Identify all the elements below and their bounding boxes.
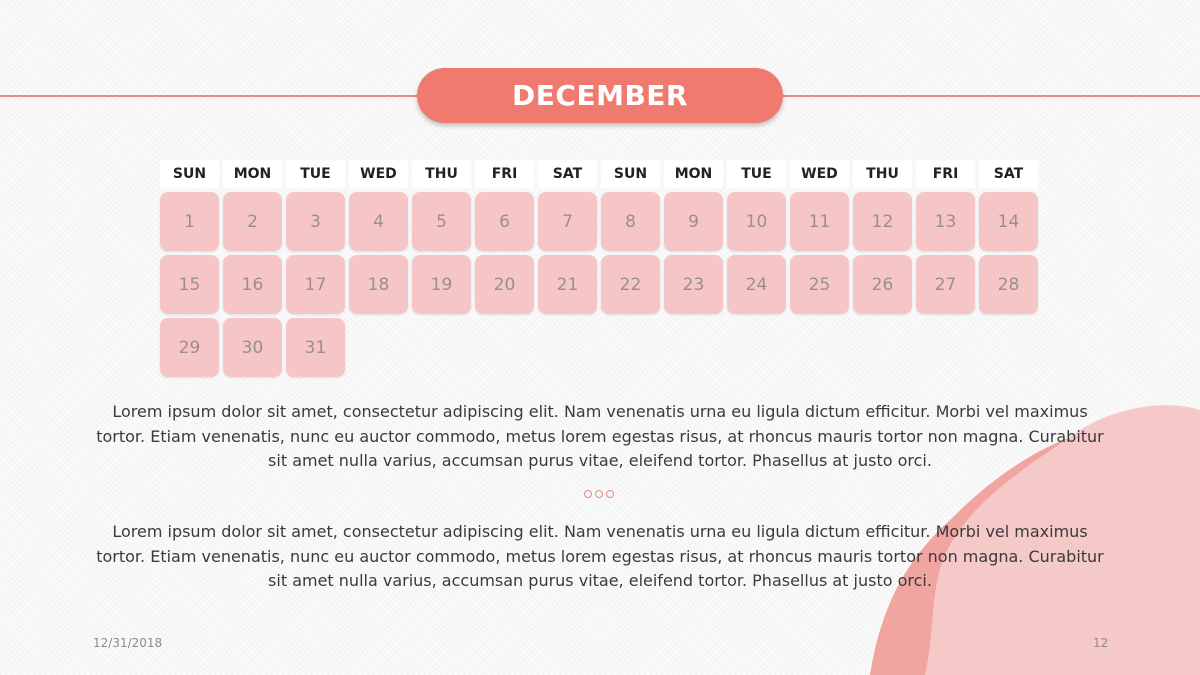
- day-cell: 1: [160, 192, 219, 251]
- weekday-header: TUE: [727, 160, 786, 188]
- weekday-header: FRI: [916, 160, 975, 188]
- day-cell: 27: [916, 255, 975, 314]
- weekday-header: MON: [223, 160, 282, 188]
- day-cell: 13: [916, 192, 975, 251]
- slide-number: 12: [1093, 636, 1109, 650]
- weekday-header: TUE: [286, 160, 345, 188]
- month-title: DECEMBER: [417, 68, 783, 123]
- day-cell: 22: [601, 255, 660, 314]
- day-cell: 28: [979, 255, 1038, 314]
- calendar: [160, 160, 1040, 377]
- day-cell: 30: [223, 318, 282, 377]
- weekday-header: THU: [412, 160, 471, 188]
- day-cell: 8: [601, 192, 660, 251]
- weekday-header-row: [160, 160, 1040, 188]
- weekday-header: WED: [790, 160, 849, 188]
- day-cell: 25: [790, 255, 849, 314]
- header-rule-right: [780, 95, 1200, 97]
- divider-dot: [595, 490, 603, 498]
- day-cell: 29: [160, 318, 219, 377]
- day-cell: 12: [853, 192, 912, 251]
- weekday-header: THU: [853, 160, 912, 188]
- day-cell: 21: [538, 255, 597, 314]
- day-cell: 24: [727, 255, 786, 314]
- day-cell: 17: [286, 255, 345, 314]
- day-cell: 18: [349, 255, 408, 314]
- footer-date: 12/31/2018: [93, 636, 163, 650]
- day-cell: 16: [223, 255, 282, 314]
- day-cell: 23: [664, 255, 723, 314]
- day-cell: 6: [475, 192, 534, 251]
- day-cell: 4: [349, 192, 408, 251]
- day-cell: 20: [475, 255, 534, 314]
- weekday-header: SUN: [601, 160, 660, 188]
- body-paragraph-1: Lorem ipsum dolor sit amet, consectetur adipiscing elit. Nam venenatis urna eu ligula dictum efficitur. Morbi vel maximus tortor. Etiam venenatis, nunc eu auctor commodo, metus lorem egestas risus, at rhoncus mauris tortor non magna. Curabitur sit amet nulla varius, accumsan purus vitae, eleifend tortor. Phasellus at justo orci.: [96, 402, 1104, 470]
- day-cell: 7: [538, 192, 597, 251]
- day-cell: 10: [727, 192, 786, 251]
- weekday-header: WED: [349, 160, 408, 188]
- day-cell: 2: [223, 192, 282, 251]
- day-cell: 15: [160, 255, 219, 314]
- weekday-header: SAT: [979, 160, 1038, 188]
- day-cell: 11: [790, 192, 849, 251]
- weekday-header: FRI: [475, 160, 534, 188]
- day-cell: 3: [286, 192, 345, 251]
- day-cell: 26: [853, 255, 912, 314]
- header-rule-left: [0, 95, 420, 97]
- divider-dot: [584, 490, 592, 498]
- day-cell: 9: [664, 192, 723, 251]
- divider-dot: [606, 490, 614, 498]
- day-cell: 31: [286, 318, 345, 377]
- day-cell: 19: [412, 255, 471, 314]
- day-grid: [160, 192, 1040, 377]
- weekday-header: SAT: [538, 160, 597, 188]
- day-cell: 14: [979, 192, 1038, 251]
- weekday-header: SUN: [160, 160, 219, 188]
- divider-dots: [584, 490, 614, 498]
- body-paragraph-2: Lorem ipsum dolor sit amet, consectetur adipiscing elit. Nam venenatis urna eu ligula dictum efficitur. Morbi vel maximus tortor. Etiam venenatis, nunc eu auctor commodo, metus lorem egestas risus, at rhoncus mauris tortor non magna. Curabitur sit amet nulla varius, accumsan purus vitae, eleifend tortor. Phasellus at justo orci.: [96, 522, 1104, 590]
- day-cell: 5: [412, 192, 471, 251]
- weekday-header: MON: [664, 160, 723, 188]
